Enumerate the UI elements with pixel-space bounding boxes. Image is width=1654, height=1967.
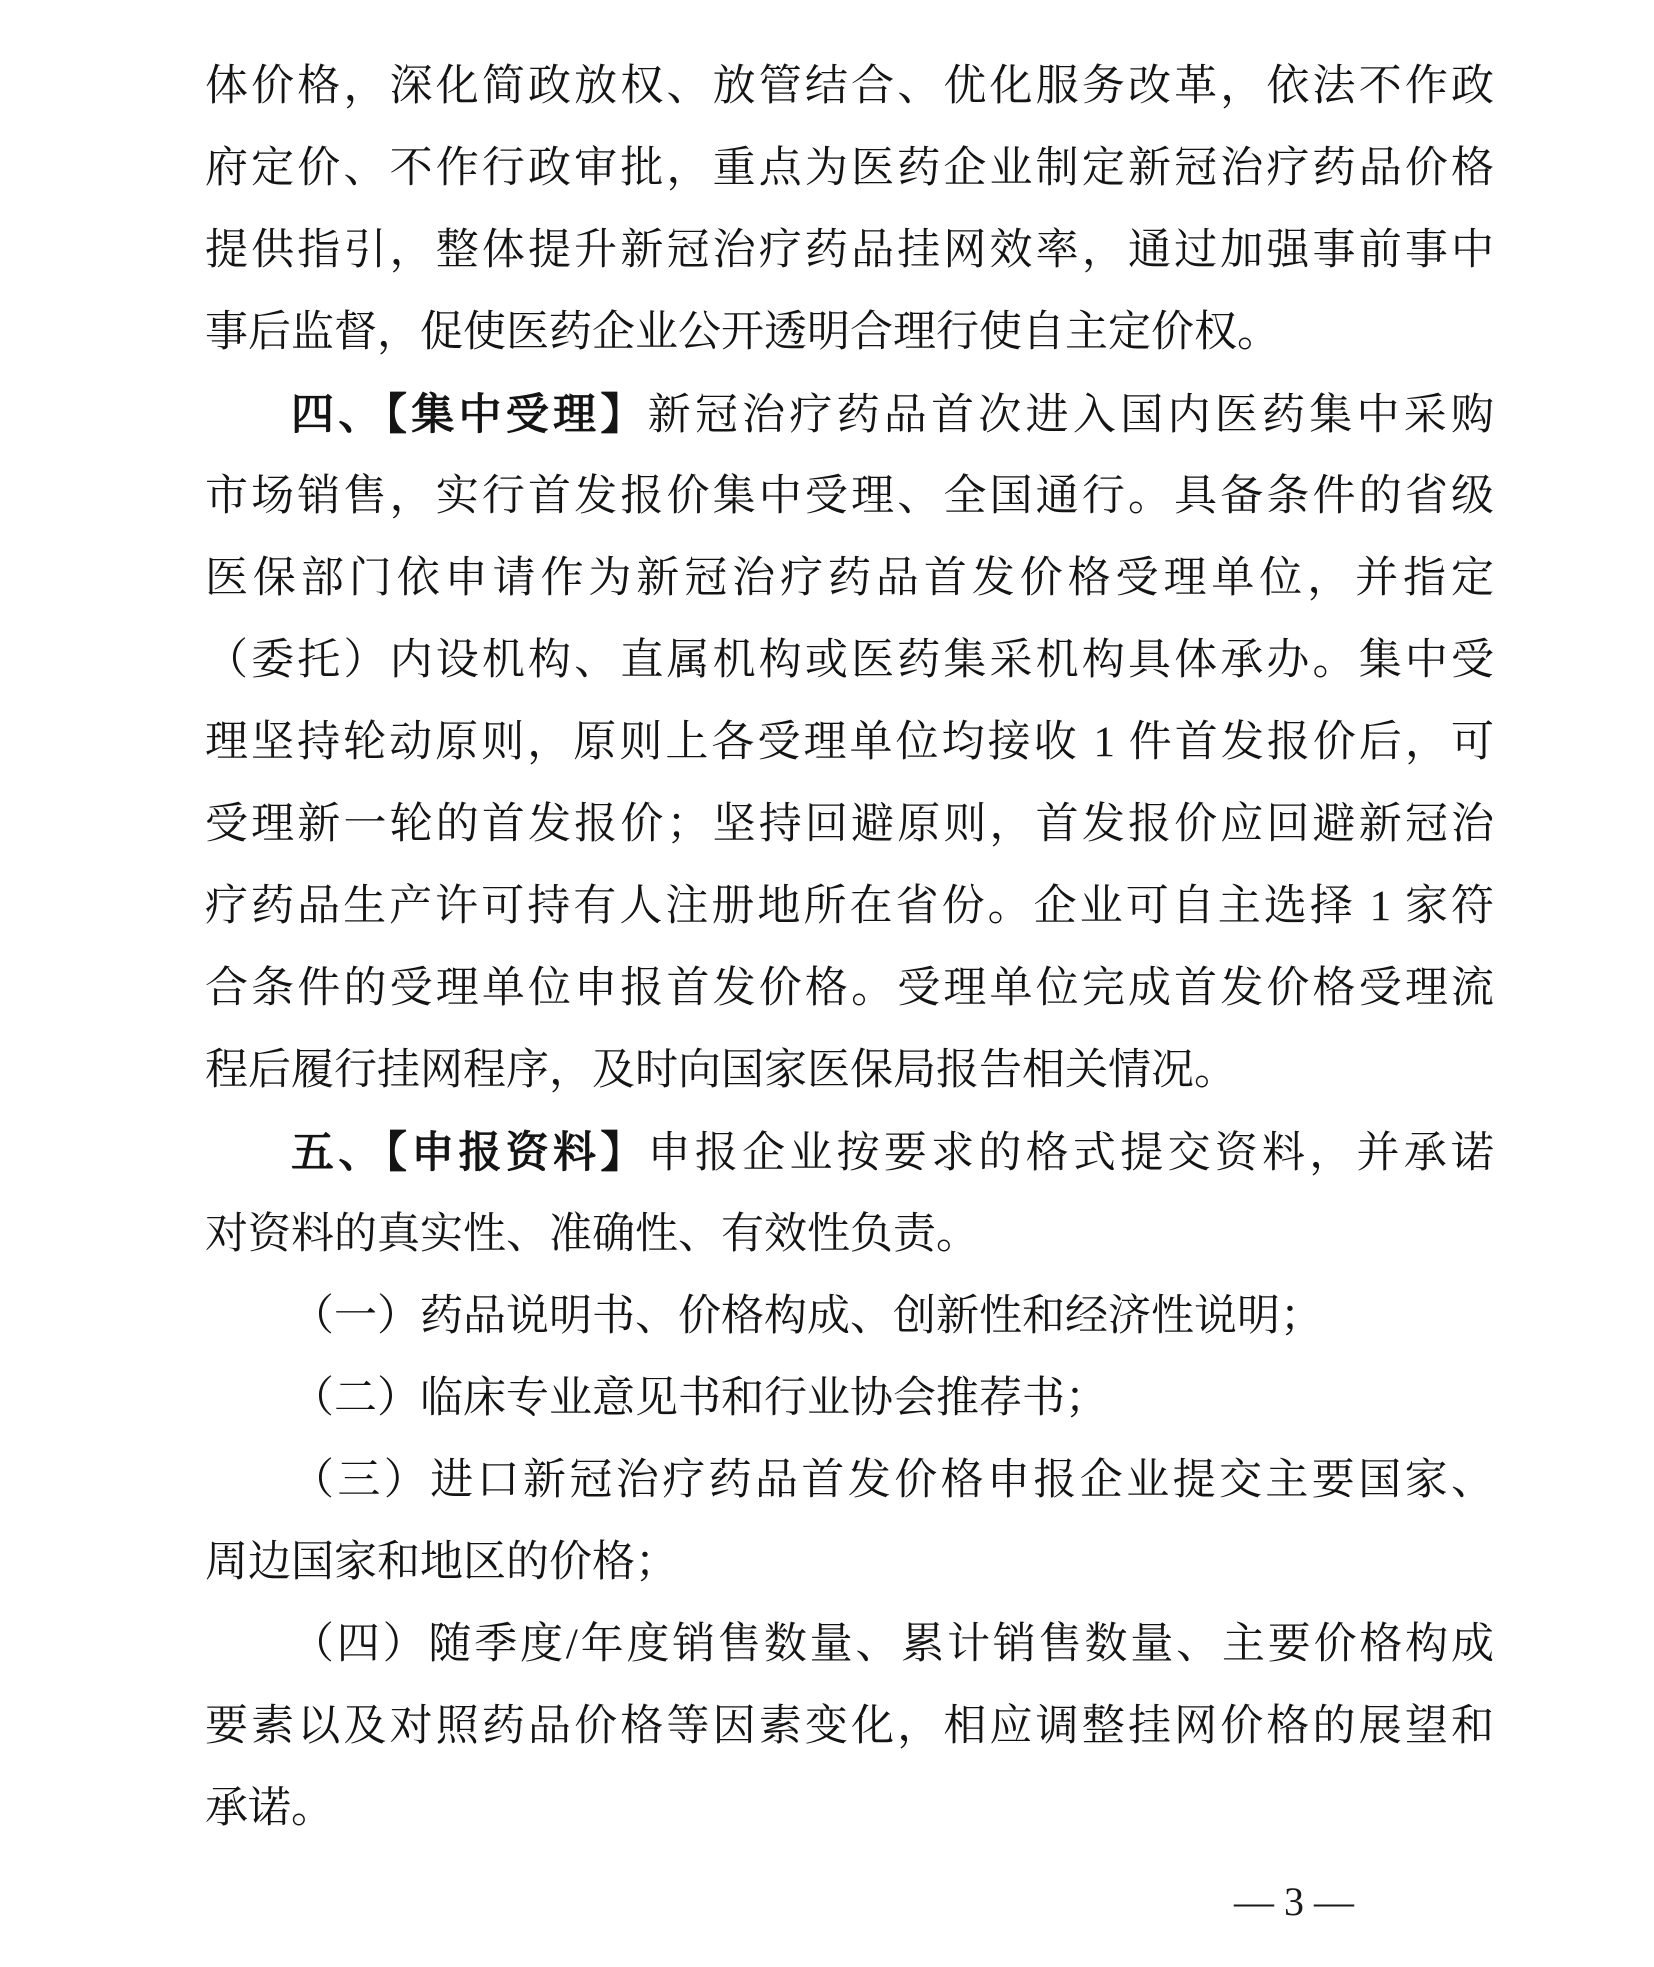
- text-line: 合条件的受理单位申报首发价格。受理单位完成首发价格受理流: [205, 965, 1494, 1012]
- section-heading-4: 四、【集中受理】: [291, 391, 648, 439]
- text-line: 提供指引，整体提升新冠治疗药品挂网效率，通过加强事前事中: [205, 227, 1494, 274]
- text-line: 对资料的真实性、准确性、有效性负责。: [205, 1211, 979, 1258]
- list-item-3: （三）进口新冠治疗药品首发价格申报企业提交主要国家、: [291, 1457, 1494, 1504]
- text-line: （委托）内设机构、直属机构或医药集采机构具体承办。集中受: [205, 637, 1494, 684]
- text-line: 要素以及对照药品价格等因素变化，相应调整挂网价格的展望和: [205, 1703, 1494, 1750]
- text-line: 程后履行挂网程序，及时向国家医保局报告相关情况。: [205, 1047, 1237, 1094]
- page-number: — 3 —: [1234, 1879, 1354, 1924]
- section-heading-line-5: [205, 1112, 1494, 1194]
- list-item-4: （四）随季度/年度销售数量、累计销售数量、主要价格构成: [291, 1621, 1494, 1668]
- text-line: 受理新一轮的首发报价；坚持回避原则，首发报价应回避新冠治: [205, 801, 1494, 848]
- text-line: 周边国家和地区的价格；: [205, 1539, 678, 1586]
- section-heading-line-4: [205, 374, 1494, 456]
- text-line: 疗药品生产许可持有人注册地所在省份。企业可自主选择 1 家符: [205, 883, 1494, 930]
- section-text: 新冠治疗药品首次进入国内医药集中采购: [647, 392, 1495, 439]
- text-line: 府定价、不作行政审批，重点为医药企业制定新冠治疗药品价格: [205, 145, 1494, 192]
- text-line: 医保部门依申请作为新冠治疗药品首发价格受理单位，并指定: [205, 555, 1494, 602]
- list-item-1: （一）药品说明书、价格构成、创新性和经济性说明；: [291, 1293, 1323, 1340]
- text-line: 体价格，深化简政放权、放管结合、优化服务改革，依法不作政: [205, 63, 1494, 110]
- text-line: 市场销售，实行首发报价集中受理、全国通行。具备条件的省级: [205, 473, 1494, 520]
- text-line: 事后监督，促使医药企业公开透明合理行使自主定价权。: [205, 309, 1280, 356]
- list-item-2: （二）临床专业意见书和行业协会推荐书；: [291, 1375, 1108, 1422]
- text-line: 理坚持轮动原则，原则上各受理单位均接收 1 件首发报价后，可: [205, 719, 1494, 766]
- section-text: 申报企业按要求的格式提交资料，并承诺: [647, 1130, 1495, 1177]
- text-line: 承诺。: [205, 1785, 334, 1832]
- section-heading-5: 五、【申报资料】: [291, 1129, 648, 1177]
